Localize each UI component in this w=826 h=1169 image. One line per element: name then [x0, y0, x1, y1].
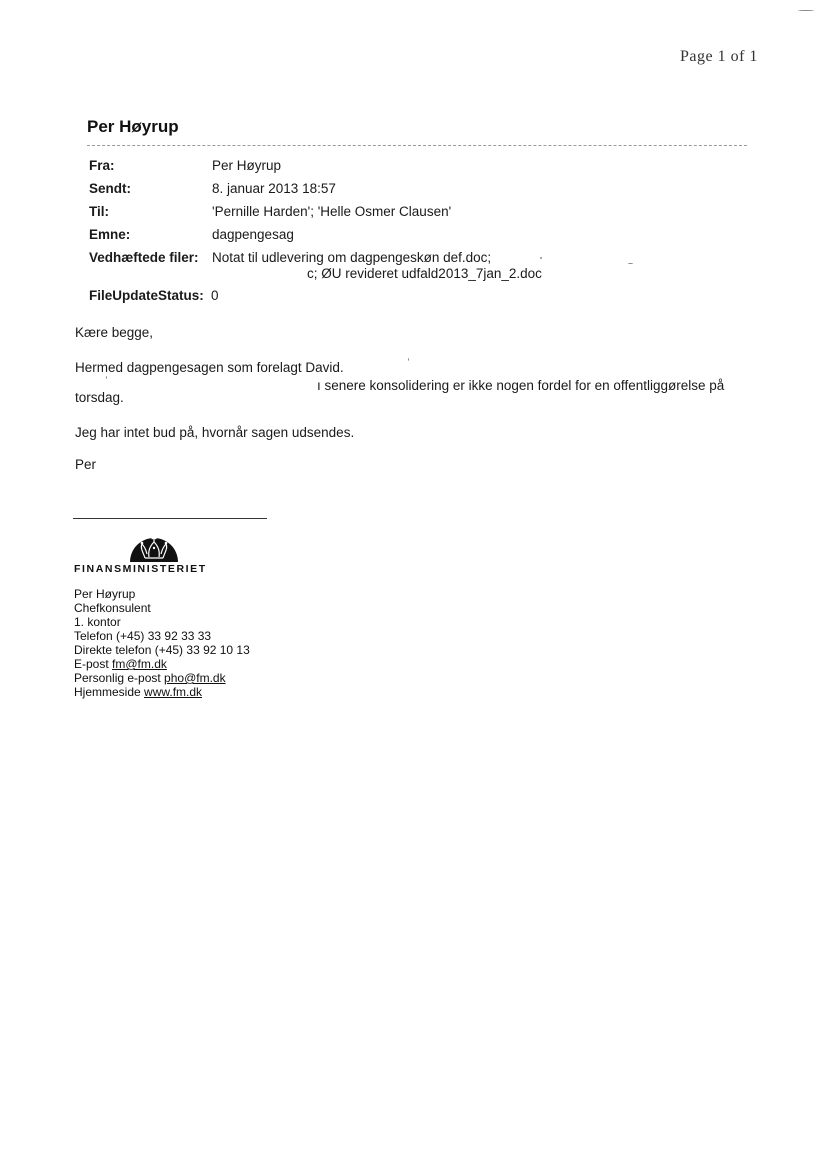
signature-divider	[73, 518, 267, 519]
scan-speck	[106, 376, 107, 379]
crown-logo-icon	[128, 532, 180, 562]
attachments-label: Vedhæftede filer:	[89, 250, 199, 265]
email-link[interactable]: fm@fm.dk	[112, 657, 167, 671]
status-label: FileUpdateStatus:	[89, 288, 204, 303]
signature-personal-email	[74, 671, 226, 685]
attachment-item[interactable]: c; ØU revideret udfald2013_7jan_2.doc	[307, 266, 542, 281]
subject-label: Emne:	[89, 227, 131, 242]
from-label: Fra:	[89, 158, 115, 173]
personal-email-label: Personlig e-post	[74, 671, 165, 685]
body-paragraph: torsdag.	[75, 390, 124, 405]
sent-label: Sendt:	[89, 181, 131, 196]
sent-value: 8. januar 2013 18:57	[212, 181, 336, 196]
scan-speck	[628, 263, 633, 264]
body-paragraph: Jeg har intet bud på, hvornår sagen udsendes.	[75, 425, 355, 440]
attachment-item[interactable]: Notat til udlevering om dagpengeskøn def.doc;	[212, 250, 492, 265]
signature-title: Chefkonsulent	[74, 601, 151, 615]
body-signoff: Per	[75, 457, 97, 472]
to-value: 'Pernille Harden'; 'Helle Osmer Clausen'	[212, 204, 452, 219]
signature-direct-phone: Direkte telefon (+45) 33 92 10 13	[74, 643, 250, 657]
page-number: Page 1 of 1	[680, 48, 758, 65]
body-paragraph: Hermed dagpengesagen som forelagt David.	[75, 360, 344, 375]
from-value: Per Høyrup	[212, 158, 282, 173]
status-value: 0	[211, 288, 219, 303]
subject-value: dagpengesag	[212, 227, 294, 242]
to-label: Til:	[89, 204, 109, 219]
scan-speck	[408, 358, 409, 361]
signature-name: Per Høyrup	[74, 587, 136, 601]
website-link[interactable]: www.fm.dk	[144, 685, 203, 699]
body-paragraph: ı senere konsolidering er ikke nogen fordel for en offentliggørelse på	[317, 378, 725, 393]
body-greeting: Kære begge,	[75, 325, 154, 340]
scan-speck	[798, 10, 814, 11]
signature-email	[74, 657, 167, 671]
scan-speck	[540, 257, 542, 259]
signature-office: 1. kontor	[74, 615, 121, 629]
logo-text: FINANSMINISTERIET	[74, 563, 207, 575]
signature-phone: Telefon (+45) 33 92 33 33	[74, 629, 212, 643]
signature-website	[74, 685, 202, 699]
personal-email-link[interactable]: pho@fm.dk	[164, 671, 226, 685]
sender-heading: Per Høyrup	[87, 117, 179, 136]
email-label: E-post	[74, 657, 113, 671]
header-divider	[87, 145, 747, 146]
website-label: Hjemmeside	[74, 685, 145, 699]
